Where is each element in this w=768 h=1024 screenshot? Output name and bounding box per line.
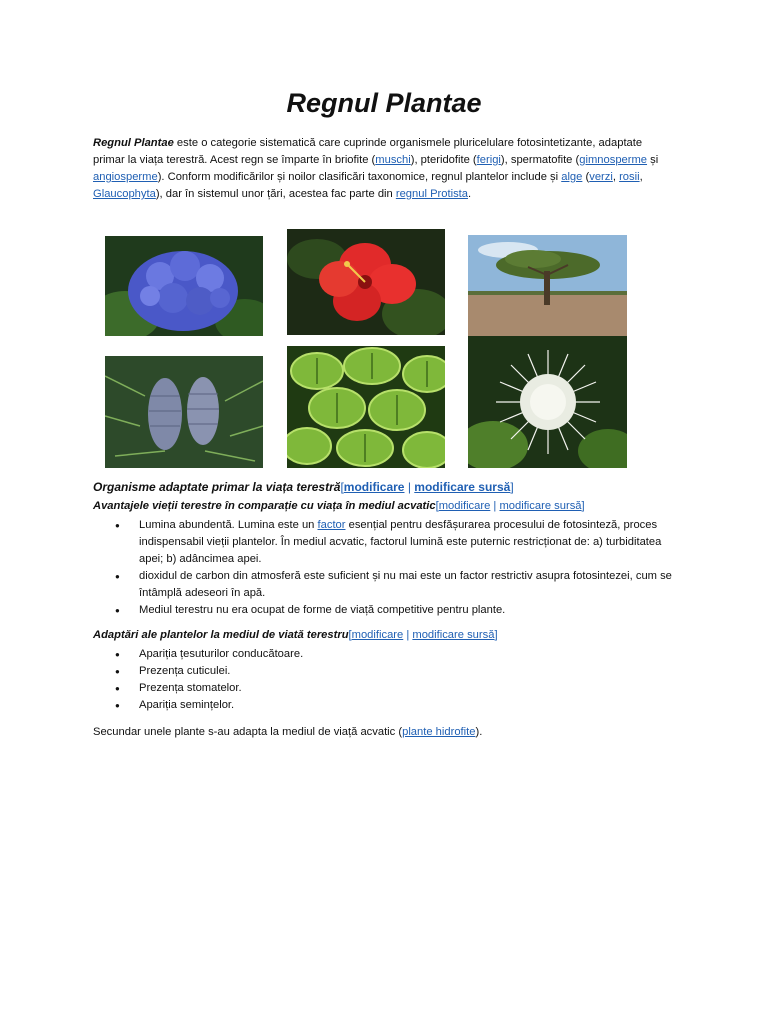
section-heading-text: Adaptări ale plantelor la mediul de viată terestru bbox=[93, 629, 349, 641]
list-item-text: esențial pentru desfășurarea procesului de fotosinteză, proces indispensabil vieții plantelor. În mediul acvatic, factorul lumină este puternic restricționat de: a) turbiditatea apei; b) adâncimea apei. bbox=[139, 519, 662, 565]
adaptations-list bbox=[93, 646, 673, 714]
list-item bbox=[93, 517, 673, 568]
bracket: [ bbox=[348, 629, 352, 641]
fir-cones-photo bbox=[105, 356, 263, 468]
link-plante-hidrofite[interactable]: plante hidrofite bbox=[402, 726, 476, 738]
hydrangea-photo bbox=[105, 236, 263, 336]
link-regnul-protista[interactable]: regnul Protista bbox=[395, 188, 468, 200]
bracket: ] bbox=[581, 500, 585, 512]
link-factor[interactable]: factor bbox=[317, 519, 346, 531]
list-item-text: Mediul terestru nu era ocupat de forme de viață competitive pentru plante. bbox=[139, 604, 506, 616]
intro-text: ( bbox=[582, 171, 590, 183]
intro-text: și bbox=[647, 154, 659, 166]
link-muschi[interactable]: muschi bbox=[375, 154, 411, 166]
edit-source-link[interactable]: modificare sursă bbox=[499, 500, 582, 512]
separator: | bbox=[403, 629, 413, 641]
intro-text: . bbox=[468, 188, 472, 200]
section-heading-text: Organisme adaptate primar la viața terestră bbox=[93, 480, 341, 494]
intro-text: este o categorie sistematică care cuprinde organismele pluricelulare fotosintetizante, adaptate primar la viața terestră. Acest regn se împarte în briofite ( bbox=[93, 137, 643, 166]
list-item bbox=[93, 602, 673, 619]
link-verzi[interactable]: verzi bbox=[589, 171, 613, 183]
separator: | bbox=[404, 480, 415, 494]
edit-link[interactable]: modificare bbox=[343, 480, 405, 494]
list-item: ● Prezența cuticulei. bbox=[93, 663, 673, 680]
intro-text: , bbox=[612, 171, 620, 183]
link-glaucophyta[interactable]: Glaucophyta bbox=[93, 188, 156, 200]
intro-text: ), spermatofite ( bbox=[500, 154, 580, 166]
list-item-text: Lumina abundentă. Lumina este un bbox=[139, 519, 318, 531]
closing-text: ). bbox=[475, 726, 483, 738]
link-angiosperme[interactable]: angiosperme bbox=[93, 171, 158, 183]
edit-source-link[interactable]: modificare sursă bbox=[412, 629, 495, 641]
edit-link[interactable]: modificare bbox=[438, 500, 491, 512]
green-leaves-photo bbox=[287, 346, 445, 468]
page-title: Regnul Plantae bbox=[286, 88, 482, 118]
closing-paragraph bbox=[93, 724, 673, 741]
intro-text: , bbox=[639, 171, 643, 183]
list-item: ● Prezența stomatelor. bbox=[93, 680, 673, 697]
link-alge[interactable]: alge bbox=[561, 171, 583, 183]
tree-in-water-photo bbox=[468, 235, 627, 336]
intro-lead: Regnul Plantae bbox=[93, 137, 174, 149]
bracket: [ bbox=[340, 480, 344, 494]
edit-source-link[interactable]: modificare sursă bbox=[414, 480, 511, 494]
section-heading-advantages bbox=[93, 500, 585, 512]
hibiscus-photo bbox=[287, 229, 445, 335]
bracket: ] bbox=[510, 480, 514, 494]
section-heading-text: Avantajele vieții terestre în comparație cu viața în mediul acvatic bbox=[93, 500, 436, 512]
separator: | bbox=[490, 500, 500, 512]
list-item: ● Apariția țesuturilor conducătoare. bbox=[93, 646, 673, 663]
link-gimnosperme[interactable]: gimnosperme bbox=[579, 154, 648, 166]
white-flower-photo bbox=[468, 336, 627, 468]
list-item bbox=[93, 568, 673, 602]
intro-text: ). Conform modificărilor și noilor clasificări taxonomice, regnul plantelor include și bbox=[157, 171, 562, 183]
closing-text: Secundar unele plante s-au adapta la mediul de viață acvatic ( bbox=[93, 726, 403, 738]
link-ferigi[interactable]: ferigi bbox=[476, 154, 501, 166]
link-rosii[interactable]: rosii bbox=[619, 171, 640, 183]
advantages-list bbox=[93, 517, 673, 619]
bracket: ] bbox=[494, 629, 498, 641]
intro-text: ), pteridofite ( bbox=[410, 154, 477, 166]
intro-text: ), dar în sistemul unor țări, acestea fac parte din bbox=[155, 188, 396, 200]
section-heading-adaptations bbox=[93, 629, 498, 641]
edit-link[interactable]: modificare bbox=[351, 629, 404, 641]
section-heading-terrestrial bbox=[93, 480, 514, 494]
intro-paragraph bbox=[93, 135, 673, 203]
bracket: [ bbox=[435, 500, 439, 512]
list-item-text: dioxidul de carbon din atmosferă este suficient și nu mai este un factor restrictiv asupra fotosintezei, cum se întâmplă adeseori în apă. bbox=[139, 570, 672, 599]
list-item: ● Apariția semințelor. bbox=[93, 697, 673, 714]
